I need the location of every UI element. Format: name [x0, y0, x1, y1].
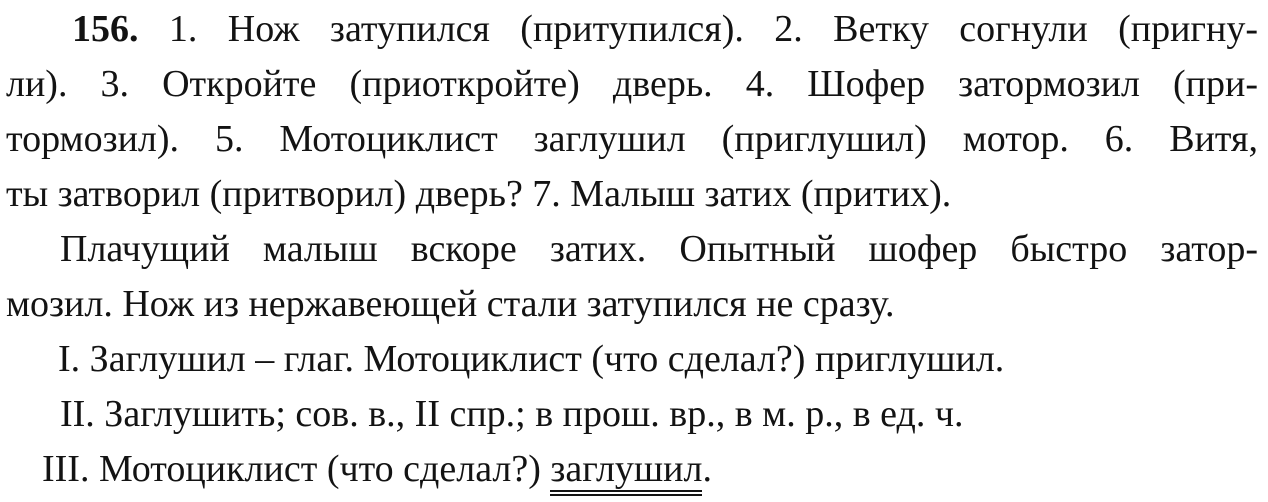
- exercise-paragraph-line-3: тормозил). 5. Мотоциклист заглушил (приглушил) мотор. 6. Витя,: [6, 118, 1258, 160]
- analysis-line-3-text: III. Мотоциклист (что сделал?): [42, 448, 551, 490]
- answer-paragraph-line-1: Плачущий малыш вскоре затих. Опытный шофер быстро затор-: [60, 228, 1258, 270]
- exercise-number: 156.: [72, 8, 139, 50]
- analysis-line-1: I. Заглушил – глаг. Мотоциклист (что сделал?) приглушил.: [58, 338, 1005, 380]
- exercise-line-1-text: 1. Нож затупился (притупился). 2. Ветку согнули (пригну-: [138, 8, 1258, 50]
- analysis-line-2: II. Заглушить; сов. в., II спр.; в прош. вр., в м. р., в ед. ч.: [60, 393, 964, 435]
- analysis-line-3: [6, 442, 1258, 497]
- exercise-paragraph-line-2: ли). 3. Откройте (приоткройте) дверь. 4. Шофер затормозил (при-: [6, 63, 1258, 105]
- analysis-line-3-period: .: [702, 448, 712, 490]
- exercise-paragraph-line-1: [6, 2, 1258, 57]
- answer-paragraph-line-2: мозил. Нож из нержавеющей стали затупился не сразу.: [6, 283, 895, 325]
- exercise-paragraph-line-4: ты затворил (притворил) дверь? 7. Малыш затих (притих).: [6, 173, 952, 215]
- underlined-predicate-word: заглушил: [550, 448, 702, 496]
